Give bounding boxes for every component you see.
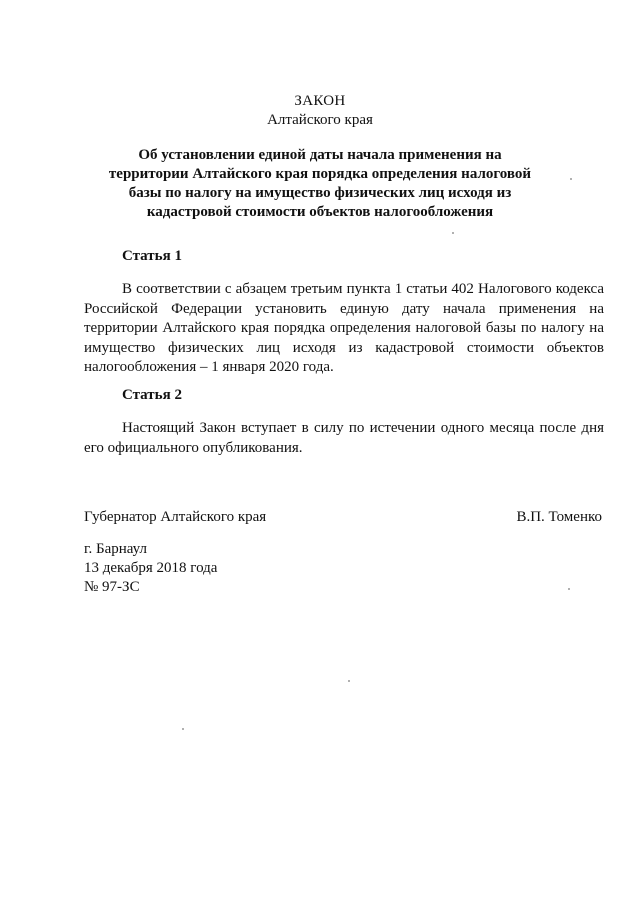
scan-speck: [348, 680, 350, 682]
article-2-title: Статья 2: [122, 387, 182, 403]
article-2-text: Настоящий Закон вступает в силу по истечении одного месяца после дня его официального опубликования.: [84, 420, 604, 456]
scan-speck: [182, 728, 184, 730]
footer-city: г. Барнаул: [84, 541, 147, 557]
footer-number: № 97-ЗС: [84, 579, 140, 595]
signature-position: Губернатор Алтайского края: [84, 509, 267, 525]
document-type-title: ЗАКОН: [294, 93, 346, 109]
article-1-text: В соответствии с абзацем третьим пункта 1 статьи 402 Налогового кодекса Российской Федерации установить единую дату начала применения на территории Алтайского края порядка определения налоговой базы по налогу на имущество физических лиц исходя из кадастровой стоимости объектов налогообложения – 1 января 2020 года.: [84, 281, 604, 375]
footer-date: 13 декабря 2018 года: [84, 560, 218, 576]
scan-speck: [570, 178, 572, 180]
document-region: Алтайского края: [267, 112, 373, 128]
signature-name: В.П. Томенко: [516, 509, 602, 525]
scan-speck: [452, 232, 454, 234]
scan-speck: [568, 588, 570, 590]
law-heading: Об установлении единой даты начала применения на территории Алтайского края порядка определения налоговой базы по налогу на имущество физических лиц исходя из кадастровой стоимости объектов налогообложения: [108, 147, 532, 220]
article-1-title: Статья 1: [122, 248, 182, 264]
